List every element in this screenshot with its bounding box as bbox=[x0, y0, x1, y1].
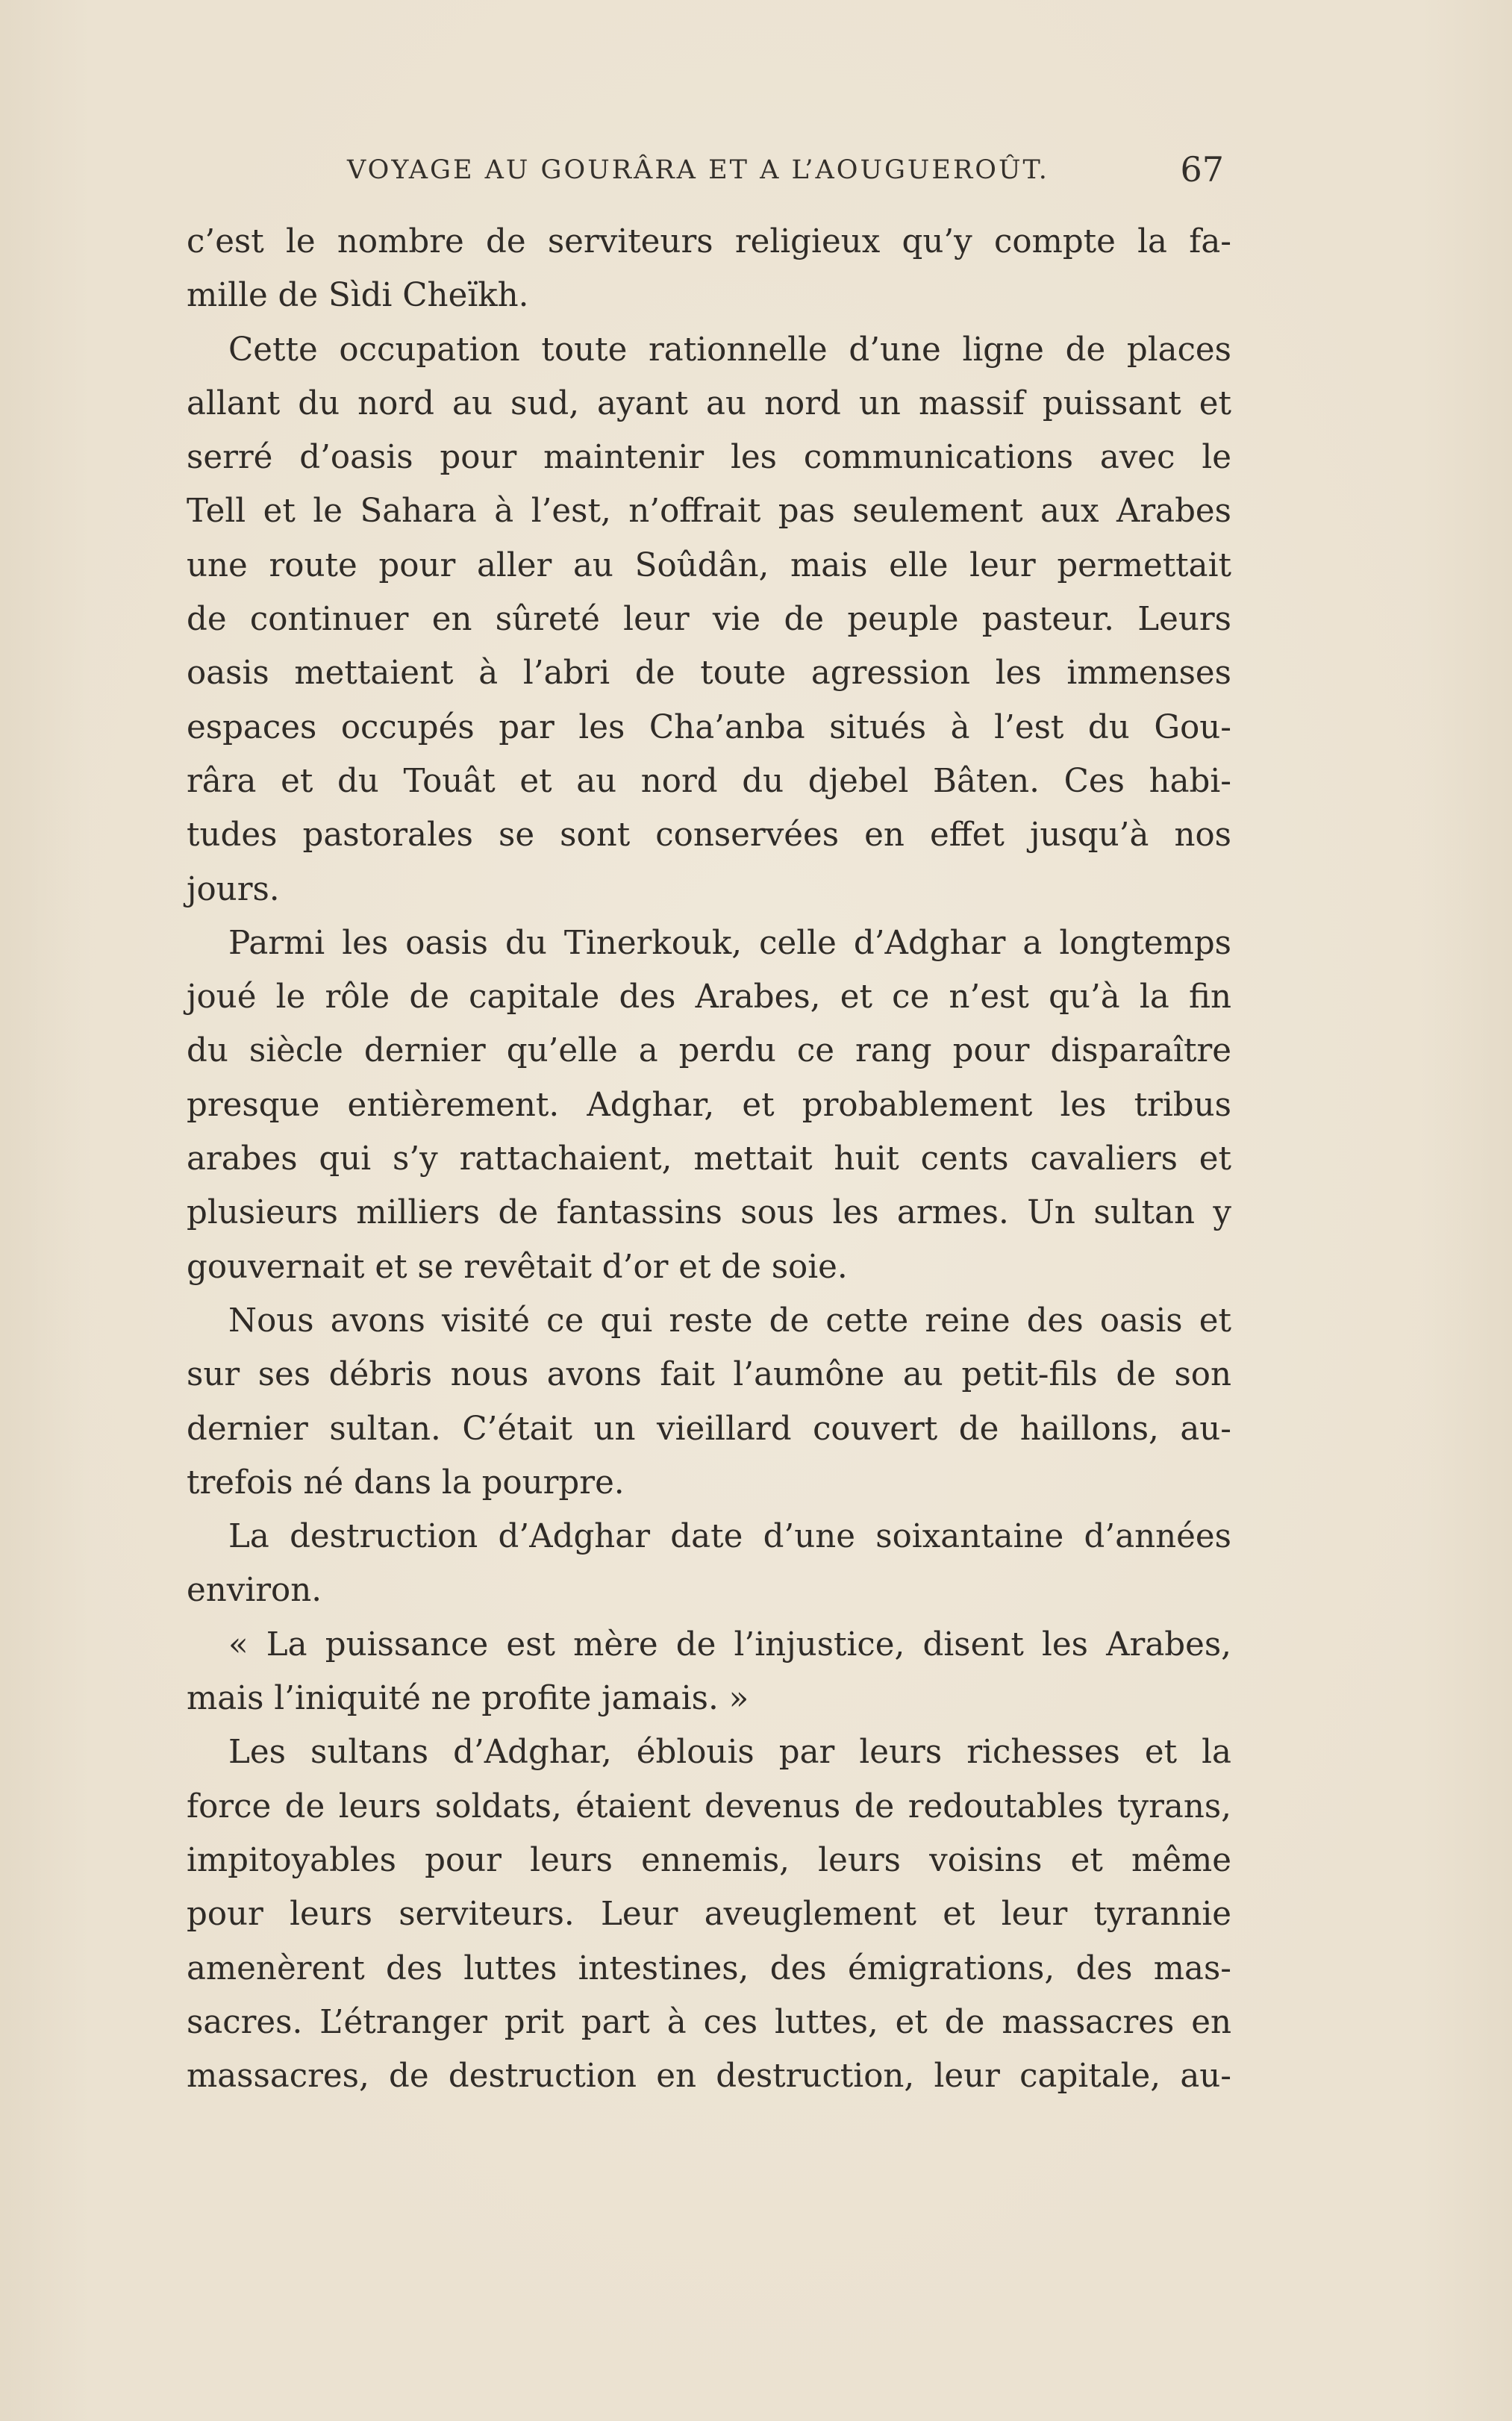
text-line: impitoyables pour leurs ennemis, leurs voisins et même bbox=[187, 1841, 1231, 1879]
paragraph-start-line: « La puissance est mère de l’injustice, disent les Arabes, bbox=[228, 1625, 1231, 1664]
body-text bbox=[187, 215, 1231, 2103]
running-head bbox=[187, 146, 1224, 199]
running-title: VOYAGE AU GOURÂRA ET A L’AOUGUEROÛT. bbox=[347, 155, 1049, 185]
text-line: trefois né dans la pourpre. bbox=[187, 1463, 625, 1502]
text-line: tudes pastorales se sont conservées en effet jusqu’à nos bbox=[187, 816, 1231, 855]
text-line: amenèrent des luttes intestines, des émigrations, des mas- bbox=[187, 1949, 1231, 1987]
text-line: du siècle dernier qu’elle a perdu ce rang pour disparaître bbox=[187, 1032, 1231, 1070]
paragraph-start-line: La destruction d’Adghar date d’une soixantaine d’années bbox=[228, 1518, 1231, 1556]
text-line: de continuer en sûreté leur vie de peuple pasteur. Leurs bbox=[187, 601, 1231, 639]
text-line: massacres, de destruction en destruction, leur capitale, au- bbox=[187, 2058, 1231, 2096]
text-line: oasis mettaient à l’abri de toute agression les immenses bbox=[187, 655, 1231, 693]
text-line: Tell et le Sahara à l’est, n’offrait pas seulement aux Arabes bbox=[187, 493, 1231, 531]
text-line: joué le rôle de capitale des Arabes, et ce n’est qu’à la fin bbox=[187, 978, 1231, 1016]
text-line: presque entièrement. Adghar, et probablement les tribus bbox=[187, 1086, 1231, 1124]
text-line: sacres. L’étranger prit part à ces luttes, et de massacres en bbox=[187, 2003, 1231, 2041]
text-line: dernier sultan. C’était un vieillard couvert de haillons, au- bbox=[187, 1410, 1231, 1448]
text-line: arabes qui s’y rattachaient, mettait huit cents cavaliers et bbox=[187, 1140, 1231, 1178]
text-line: gouvernait et se revêtait d’or et de soie. bbox=[187, 1248, 848, 1286]
paragraph-start-line: Nous avons visité ce qui reste de cette reine des oasis et bbox=[228, 1302, 1231, 1340]
text-line: espaces occupés par les Cha’anba situés à l’est du Gou- bbox=[187, 708, 1231, 746]
text-line: pour leurs serviteurs. Leur aveuglement et leur tyrannie bbox=[187, 1896, 1231, 1934]
text-line: c’est le nombre de serviteurs religieux qu’y compte la fa- bbox=[187, 223, 1231, 260]
paragraph-start-line: Parmi les oasis du Tinerkouk, celle d’Adghar a longtemps bbox=[228, 924, 1231, 962]
text-line: mille de Sìdi Cheïkh. bbox=[187, 277, 529, 315]
text-line: râra et du Touât et au nord du djebel Bâten. Ces habi- bbox=[187, 762, 1231, 800]
paragraph-start-line: Les sultans d’Adghar, éblouis par leurs richesses et la bbox=[228, 1734, 1231, 1772]
paragraph-start-line: Cette occupation toute rationnelle d’une ligne de places bbox=[228, 331, 1231, 369]
text-line: serré d’oasis pour maintenir les communications avec le bbox=[187, 439, 1231, 477]
text-line: environ. bbox=[187, 1572, 322, 1610]
text-line: jours. bbox=[187, 870, 280, 908]
text-line: force de leurs soldats, étaient devenus de redoutables tyrans, bbox=[187, 1787, 1231, 1825]
text-line: une route pour aller au Soûdân, mais elle leur permettait bbox=[187, 546, 1231, 584]
text-line: allant du nord au sud, ayant au nord un massif puissant et bbox=[187, 384, 1231, 422]
page-number: 67 bbox=[1180, 149, 1224, 190]
text-line: sur ses débris nous avons fait l’aumône au petit-fils de son bbox=[187, 1356, 1231, 1394]
text-line: mais l’iniquité ne profite jamais. » bbox=[187, 1680, 749, 1718]
text-line: plusieurs milliers de fantassins sous les armes. Un sultan y bbox=[187, 1194, 1231, 1232]
